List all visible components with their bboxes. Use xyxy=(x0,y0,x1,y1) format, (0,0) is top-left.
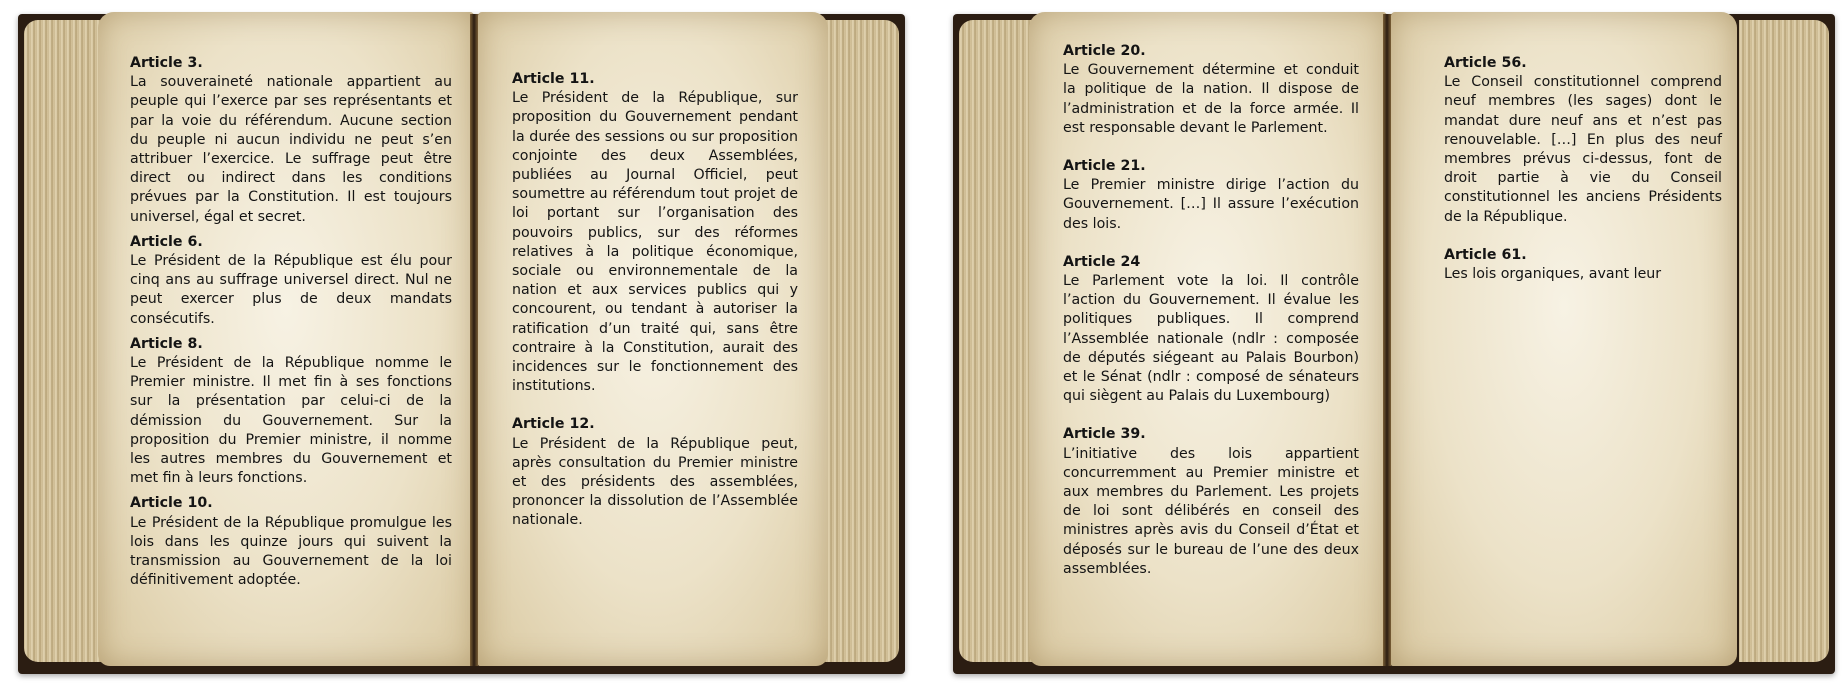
article-heading: Article 56. xyxy=(1444,55,1527,71)
article-heading: Article 8. xyxy=(130,335,203,352)
article xyxy=(130,494,452,590)
article-text: Le Président de la République peut, après consultation du Premier ministre et des présidents des assemblées, prononcer la dissolution de l’Assemblée nationale. xyxy=(512,435,798,529)
article-text: Le Président de la République, sur proposition du Gouvernement pendant la durée des sessions ou sur proposition conjointe des deux Assemblées, publiées au Journal Officiel, peut soumettre au référendum tout projet de loi portant sur l’organisation des pouvoirs publics, sur des réformes relatives à la politique économique, sociale ou environnementale de la nation et aux services publics qui y concourent, ou tendant à autoriser la ratification d’un traité qui, sans être contraire à la Constitution, aurait des incidences sur le fonctionnement des institutions. xyxy=(512,90,798,395)
page-column xyxy=(130,54,452,596)
article-text: Les lois organiques, avant leur xyxy=(1444,266,1662,283)
article xyxy=(1063,425,1359,579)
article xyxy=(512,415,798,530)
article xyxy=(130,233,452,329)
page-column xyxy=(512,70,798,537)
page-edges-right xyxy=(1739,20,1829,662)
article-text: Le Gouvernement détermine et conduit la politique de la nation. Il dispose de l’administration et de la force armée. Il est responsable devant le Parlement. xyxy=(1063,62,1359,136)
article-text: Le Président de la République est élu pour cinq ans au suffrage universel direct. Nul ne peut exercer plus de deux mandats consécutifs. xyxy=(130,253,452,327)
book-right xyxy=(953,8,1835,674)
article-text: Le Premier ministre dirige l’action du Gouvernement. […] Il assure l’exécution des lois. xyxy=(1063,177,1359,232)
book-spine xyxy=(1383,14,1391,666)
article xyxy=(130,54,452,227)
page-column xyxy=(1063,42,1359,585)
book-spine xyxy=(470,14,478,666)
article-heading: Article 21. xyxy=(1063,158,1146,175)
article-text: Le Conseil constitutionnel comprend neuf membres (les sages) dont le mandat dure neuf ans et n’est pas renouvelable. […] En plus des neuf membres prévus ci-dessus, font de droit partie à vie du Conseil constitutionnel les anciens Présidents de la République. xyxy=(1444,74,1722,225)
article xyxy=(1063,253,1359,407)
article-heading: Article 3. xyxy=(130,55,203,71)
article-heading: Article 10. xyxy=(130,495,213,512)
article-text: Le Parlement vote la loi. Il contrôle l’action du Gouvernement. Il évalue les politiques publiques. Il comprend l’Assemblée nationale (ndlr : composée de députés siégeant au Palais Bourbon) et le Sénat (ndlr : composé de sénateurs qui siègent au Palais du Luxembourg) xyxy=(1063,273,1359,405)
article-heading: Article 24 xyxy=(1063,253,1141,270)
article-heading: Article 11. xyxy=(512,71,595,87)
article-heading: Article 6. xyxy=(130,233,203,250)
article xyxy=(130,335,452,489)
article-text: Le Président de la République nomme le Premier ministre. Il met fin à ses fonctions sur la présentation par celui-ci de la démission du Gouvernement. Sur la proposition du Premier ministre, il nomme les autres membres du Gouvernement et met fin à leurs fonctions. xyxy=(130,355,452,487)
book-left xyxy=(18,8,905,674)
page-column xyxy=(1444,54,1722,290)
article-heading: Article 39. xyxy=(1063,426,1146,443)
article-text: Le Président de la République promulgue les lois dans les quinze jours qui suivent la transmission au Gouvernement de la loi définitivement adoptée. xyxy=(130,514,452,589)
article-text: L’initiative des lois appartient concurremment au Premier ministre et aux membres du Parlement. Les projets de loi sont délibérés en conseil des ministres après avis du Conseil d’État et déposés sur le bureau de l’une des deux assemblées. xyxy=(1063,445,1359,577)
article xyxy=(1444,54,1722,227)
article-heading: Article 61. xyxy=(1444,246,1527,263)
article xyxy=(1063,157,1359,234)
article-text: La souveraineté nationale appartient au peuple qui l’exerce par ses représentants et par la voie du référendum. Aucune section du peuple ni aucun individu ne peut s’en attribuer l’exercice. Le suffrage peut être direct ou indirect dans les conditions prévues par la Constitution. Il est toujours universel, égal et secret. xyxy=(130,74,452,225)
article-heading: Article 20. xyxy=(1063,43,1146,59)
article xyxy=(1444,246,1722,284)
article xyxy=(512,70,798,396)
article-heading: Article 12. xyxy=(512,416,595,433)
article xyxy=(1063,42,1359,138)
